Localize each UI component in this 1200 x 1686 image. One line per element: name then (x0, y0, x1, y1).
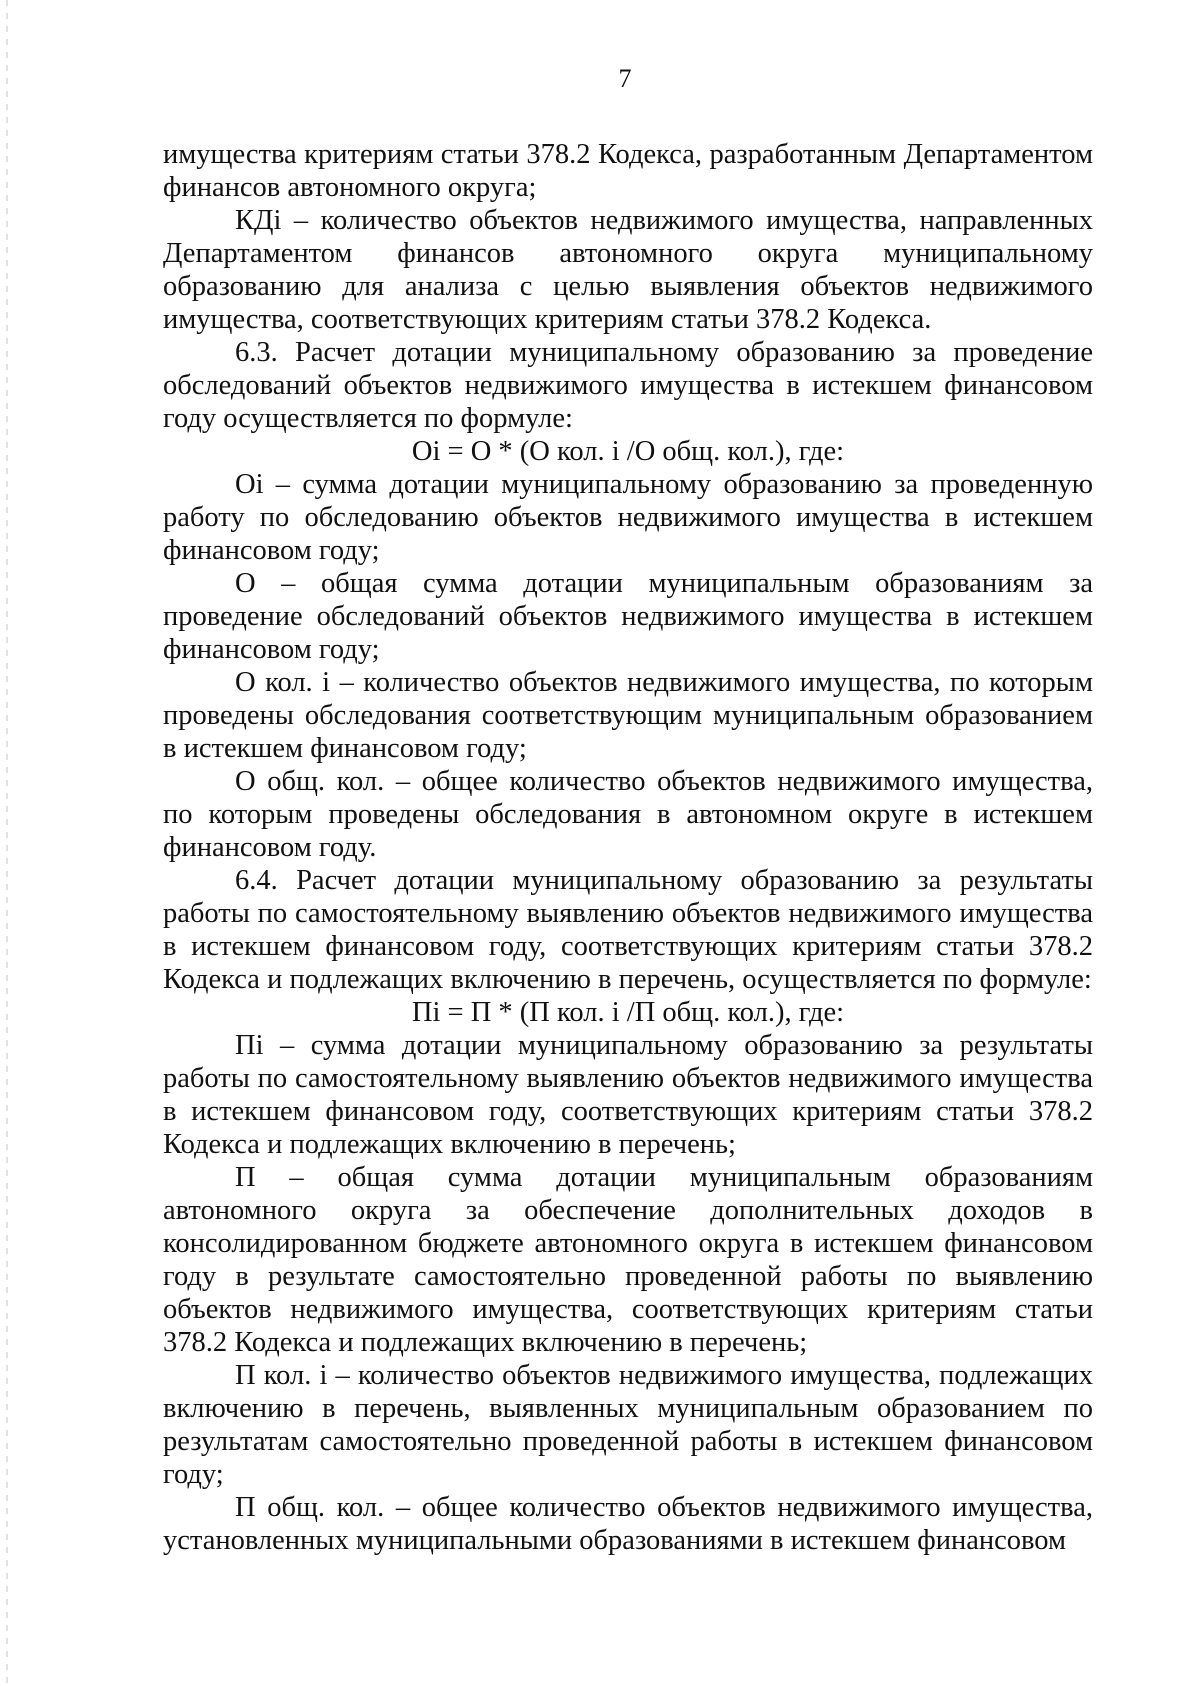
paragraph-o-definition: О – общая сумма дотации муниципальным образованиям за проведение обследований объектов недвижимого имущества в истекшем финансовом году; (163, 568, 1093, 665)
paragraph-p-definition: П – общая сумма дотации муниципальным образованиям автономного округа за обеспечение дополнительных доходов в консолидированном бюджете автономного округа в истекшем финансовом году в результате самостоятельно проведенной работы по выявлению объектов недвижимого имущества, соответствующих критериям статьи 378.2 Кодекса и подлежащих включению в перечень; (163, 1162, 1093, 1358)
paragraph-continuation: имущества критериям статьи 378.2 Кодекса, разработанным Департаментом финансов автономного округа; (163, 139, 1093, 203)
paragraph-section-6-4: 6.4. Расчет дотации муниципальному образованию за результаты работы по самостоятельному выявлению объектов недвижимого имущества в истекшем финансовом году, соответствующих критериям статьи 378.2 Кодекса и подлежащих включению в перечень, осуществляется по формуле: (163, 865, 1093, 995)
document-body (163, 138, 1093, 1557)
scan-edge-artifact (6, 0, 8, 1686)
paragraph-oi-definition: Оi – сумма дотации муниципальному образованию за проведенную работу по обследованию объектов недвижимого имущества в истекшем финансовом году; (163, 469, 1093, 566)
formula-pi: Пi = П * (П кол. i /П общ. кол.), где: (411, 997, 845, 1028)
page-number: 7 (618, 64, 632, 93)
paragraph-o-obshch-kol-definition: О общ. кол. – общее количество объектов недвижимого имущества, по которым проведены обследования в автономном округе в истекшем финансовом году. (163, 766, 1093, 863)
formula-oi: Оi = О * (О кол. i /О общ. кол.), где: (411, 436, 845, 467)
paragraph-pi-definition: Пi – сумма дотации муниципальному образованию за результаты работы по самостоятельному выявлению объектов недвижимого имущества в истекшем финансовом году, соответствующих критериям статьи 378.2 Кодекса и подлежащих включению в перечень; (163, 1030, 1093, 1160)
paragraph-kdi-definition: КДi – количество объектов недвижимого имущества, направленных Департаментом финансов автономного округа муниципальному образованию для анализа с целью выявления объектов недвижимого имущества, соответствующих критериям статьи 378.2 Кодекса. (163, 205, 1093, 335)
paragraph-section-6-3: 6.3. Расчет дотации муниципальному образованию за проведение обследований объектов недвижимого имущества в истекшем финансовом году осуществляется по формуле: (163, 337, 1093, 434)
paragraph-p-obshch-kol-definition: П общ. кол. – общее количество объектов недвижимого имущества, установленных муниципальными образованиями в истекшем финансовом (163, 1492, 1093, 1556)
paragraph-o-kol-i-definition: О кол. i – количество объектов недвижимого имущества, по которым проведены обследования соответствующим муниципальным образованием в истекшем финансовом году; (163, 667, 1093, 764)
paragraph-p-kol-i-definition: П кол. i – количество объектов недвижимого имущества, подлежащих включению в перечень, выявленных муниципальным образованием по результатам самостоятельно проведенной работы в истекшем финансовом году; (163, 1360, 1093, 1490)
